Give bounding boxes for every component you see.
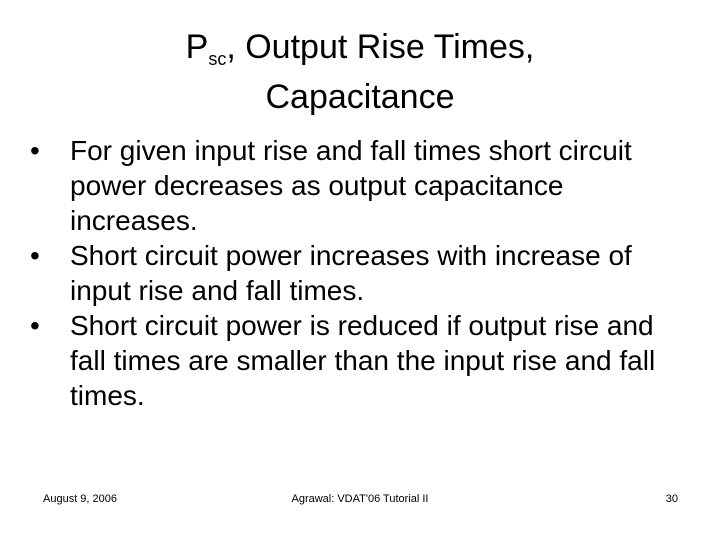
title-subscript: sc — [208, 49, 227, 69]
bullet-text: Short circuit power increases with increase of input rise and fall times. — [70, 240, 632, 306]
slide-title — [60, 22, 660, 122]
bullet-marker: • — [30, 135, 40, 166]
bullet-item — [30, 308, 690, 413]
bullet-text: Short circuit power is reduced if output rise and fall times are smaller than the input rise and fall times. — [70, 310, 656, 411]
title-line-1 — [60, 22, 660, 72]
title-prefix: P — [185, 28, 209, 66]
bullet-list — [30, 133, 690, 413]
title-suffix: , Output Rise Times, — [226, 28, 535, 66]
page-number: 30 — [665, 493, 678, 505]
bullet-text: For given input rise and fall times short circuit power decreases as output capacitance increases. — [70, 135, 632, 236]
bullet-item — [30, 133, 690, 238]
bullet-marker: • — [30, 310, 40, 341]
title-line-2: Capacitance — [265, 78, 455, 116]
bullet-item — [30, 238, 690, 308]
bullet-marker: • — [30, 240, 40, 271]
footer-date: August 9, 2006 — [43, 493, 118, 505]
footer-title: Agrawal: VDAT'06 Tutorial II — [291, 493, 429, 505]
